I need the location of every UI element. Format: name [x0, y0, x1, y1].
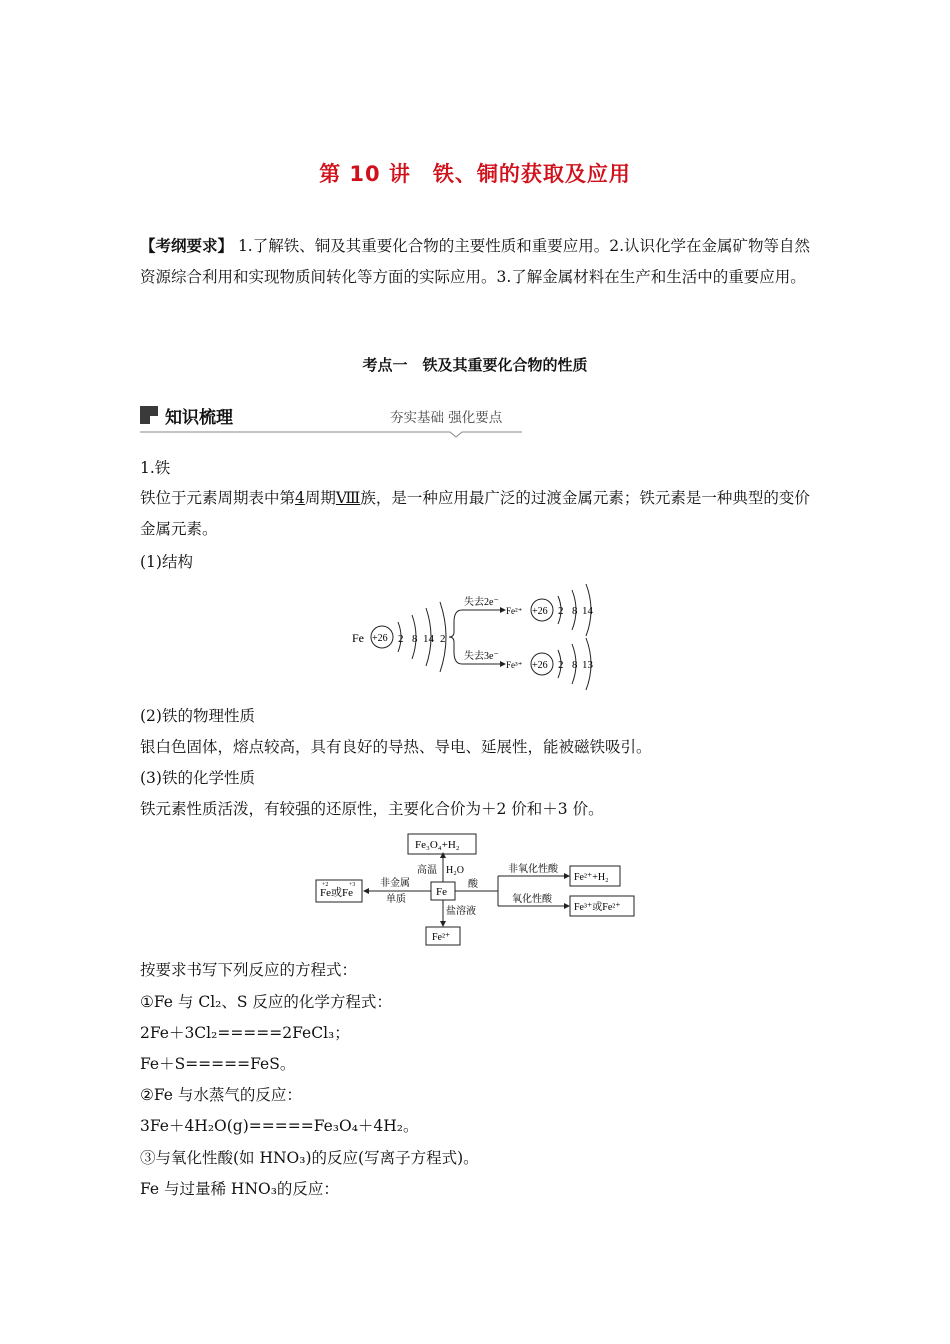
fe2-shell-3: 14: [582, 605, 593, 617]
left-sup-2: +3: [349, 882, 356, 888]
eq3-heading: ③与氧化性酸(如 HNO₃)的反应(写离子方程式)。: [140, 1149, 479, 1167]
left-sup-1: +2: [322, 882, 329, 888]
fe3-ion-label: Fe³⁺: [506, 660, 523, 670]
fe-shell-3: 14: [423, 633, 434, 645]
equations-intro: 按要求书写下列反应的方程式：: [140, 961, 358, 979]
page-title: 第 10 讲 铁、铜的获取及应用: [319, 162, 631, 186]
nonox-label: 非氧化性酸: [508, 864, 558, 875]
left-label-top: 非金属: [380, 878, 410, 889]
eq1-heading: ①Fe 与 Cl₂、S 反应的化学方程式：: [140, 993, 392, 1011]
fe2-ion-label: Fe²⁺: [506, 606, 523, 616]
chemical-text: 铁元素性质活泼，有较强的还原性，主要化合价为＋2 价和＋3 价。: [140, 800, 604, 818]
physical-text: 银白色固体，熔点较高，具有良好的导热、导电、延展性，能被磁铁吸引。: [140, 738, 652, 756]
lose-2e-label: 失去2e⁻: [464, 597, 499, 608]
fe-shell-1: 2: [398, 633, 404, 645]
right-label: 酸: [468, 879, 478, 890]
ox-box-text: Fe³⁺或Fe²⁺: [574, 902, 621, 913]
iron-group: Ⅷ: [335, 489, 361, 507]
iron-intro: [140, 483, 812, 545]
banner-square-icon: [140, 406, 158, 424]
eq2: 3Fe＋4H₂O(g)=====Fe₃O₄＋4H₂。: [140, 1117, 419, 1135]
reaction-diagram: [312, 830, 642, 948]
iron-intro-pre: 铁位于元素周期表中第: [140, 489, 296, 507]
bottom-box-text: Fe²⁺: [432, 932, 451, 943]
atomic-structure-diagram: [350, 582, 610, 692]
eq1b: Fe＋S=====FeS。: [140, 1055, 296, 1073]
bottom-label: 盐溶液: [446, 906, 476, 917]
ox-label: 氧化性酸: [512, 894, 552, 905]
top-box-text: Fe₃O₄+H₂: [415, 839, 460, 851]
fe-shell-2: 8: [412, 633, 418, 645]
fe3-shell-2: 8: [572, 659, 578, 671]
requirements-label: 【考纲要求】: [140, 236, 234, 255]
requirements-text: 1.了解铁、铜及其重要化合物的主要性质和重要应用。2.认识化学在金属矿物等自然资源综合利用和实现物质间转化等方面的实际应用。3.了解金属材料在生产和生活中的重要应用。: [140, 237, 811, 286]
fe2-shell-2: 8: [572, 605, 578, 617]
left-label-bottom: 单质: [386, 894, 406, 905]
banner-title: 知识梳理: [165, 408, 233, 428]
eq1a: 2Fe＋3Cl₂=====2FeCl₃；: [140, 1024, 350, 1042]
fe2-nucleus: +26: [532, 606, 548, 617]
fe-nucleus: +26: [372, 633, 388, 644]
fe3-shell-1: 2: [558, 659, 564, 671]
section-heading: 考点一 铁及其重要化合物的性质: [362, 356, 588, 374]
structure-heading: (1)结构: [140, 553, 193, 571]
fe3-nucleus: +26: [532, 660, 548, 671]
banner-subtitle: 夯实基础 强化要点: [390, 410, 503, 426]
iron-heading: 1.铁: [140, 459, 171, 477]
top-label-right: H₂O: [446, 865, 464, 876]
eq3a-heading: Fe 与过量稀 HNO₃的反应：: [140, 1180, 339, 1198]
physical-heading: (2)铁的物理性质: [140, 707, 255, 725]
nonox-box-text: Fe²⁺+H₂: [574, 872, 609, 883]
chemical-heading: (3)铁的化学性质: [140, 769, 255, 787]
requirements-paragraph: [140, 230, 812, 293]
fe-atom-label: Fe: [352, 631, 364, 645]
knowledge-banner: [140, 402, 522, 436]
eq2-heading: ②Fe 与水蒸气的反应：: [140, 1086, 302, 1104]
fe3-shell-3: 13: [582, 659, 593, 671]
iron-intro-mid: 周期: [304, 489, 336, 507]
iron-period: 4: [295, 489, 305, 507]
fe2-shell-1: 2: [558, 605, 564, 617]
center-fe: Fe: [436, 886, 447, 898]
fe-shell-4: 2: [440, 633, 446, 645]
banner-underline: [140, 426, 522, 438]
lose-3e-label: 失去3e⁻: [464, 651, 499, 662]
iron-intro-post: 族，是一种应用最广泛的过渡金属元素；铁元素是一种典型的变价金属元素。: [140, 489, 810, 538]
left-box-text: Fe或Fe: [320, 887, 353, 899]
top-label-left: 高温: [417, 865, 437, 876]
